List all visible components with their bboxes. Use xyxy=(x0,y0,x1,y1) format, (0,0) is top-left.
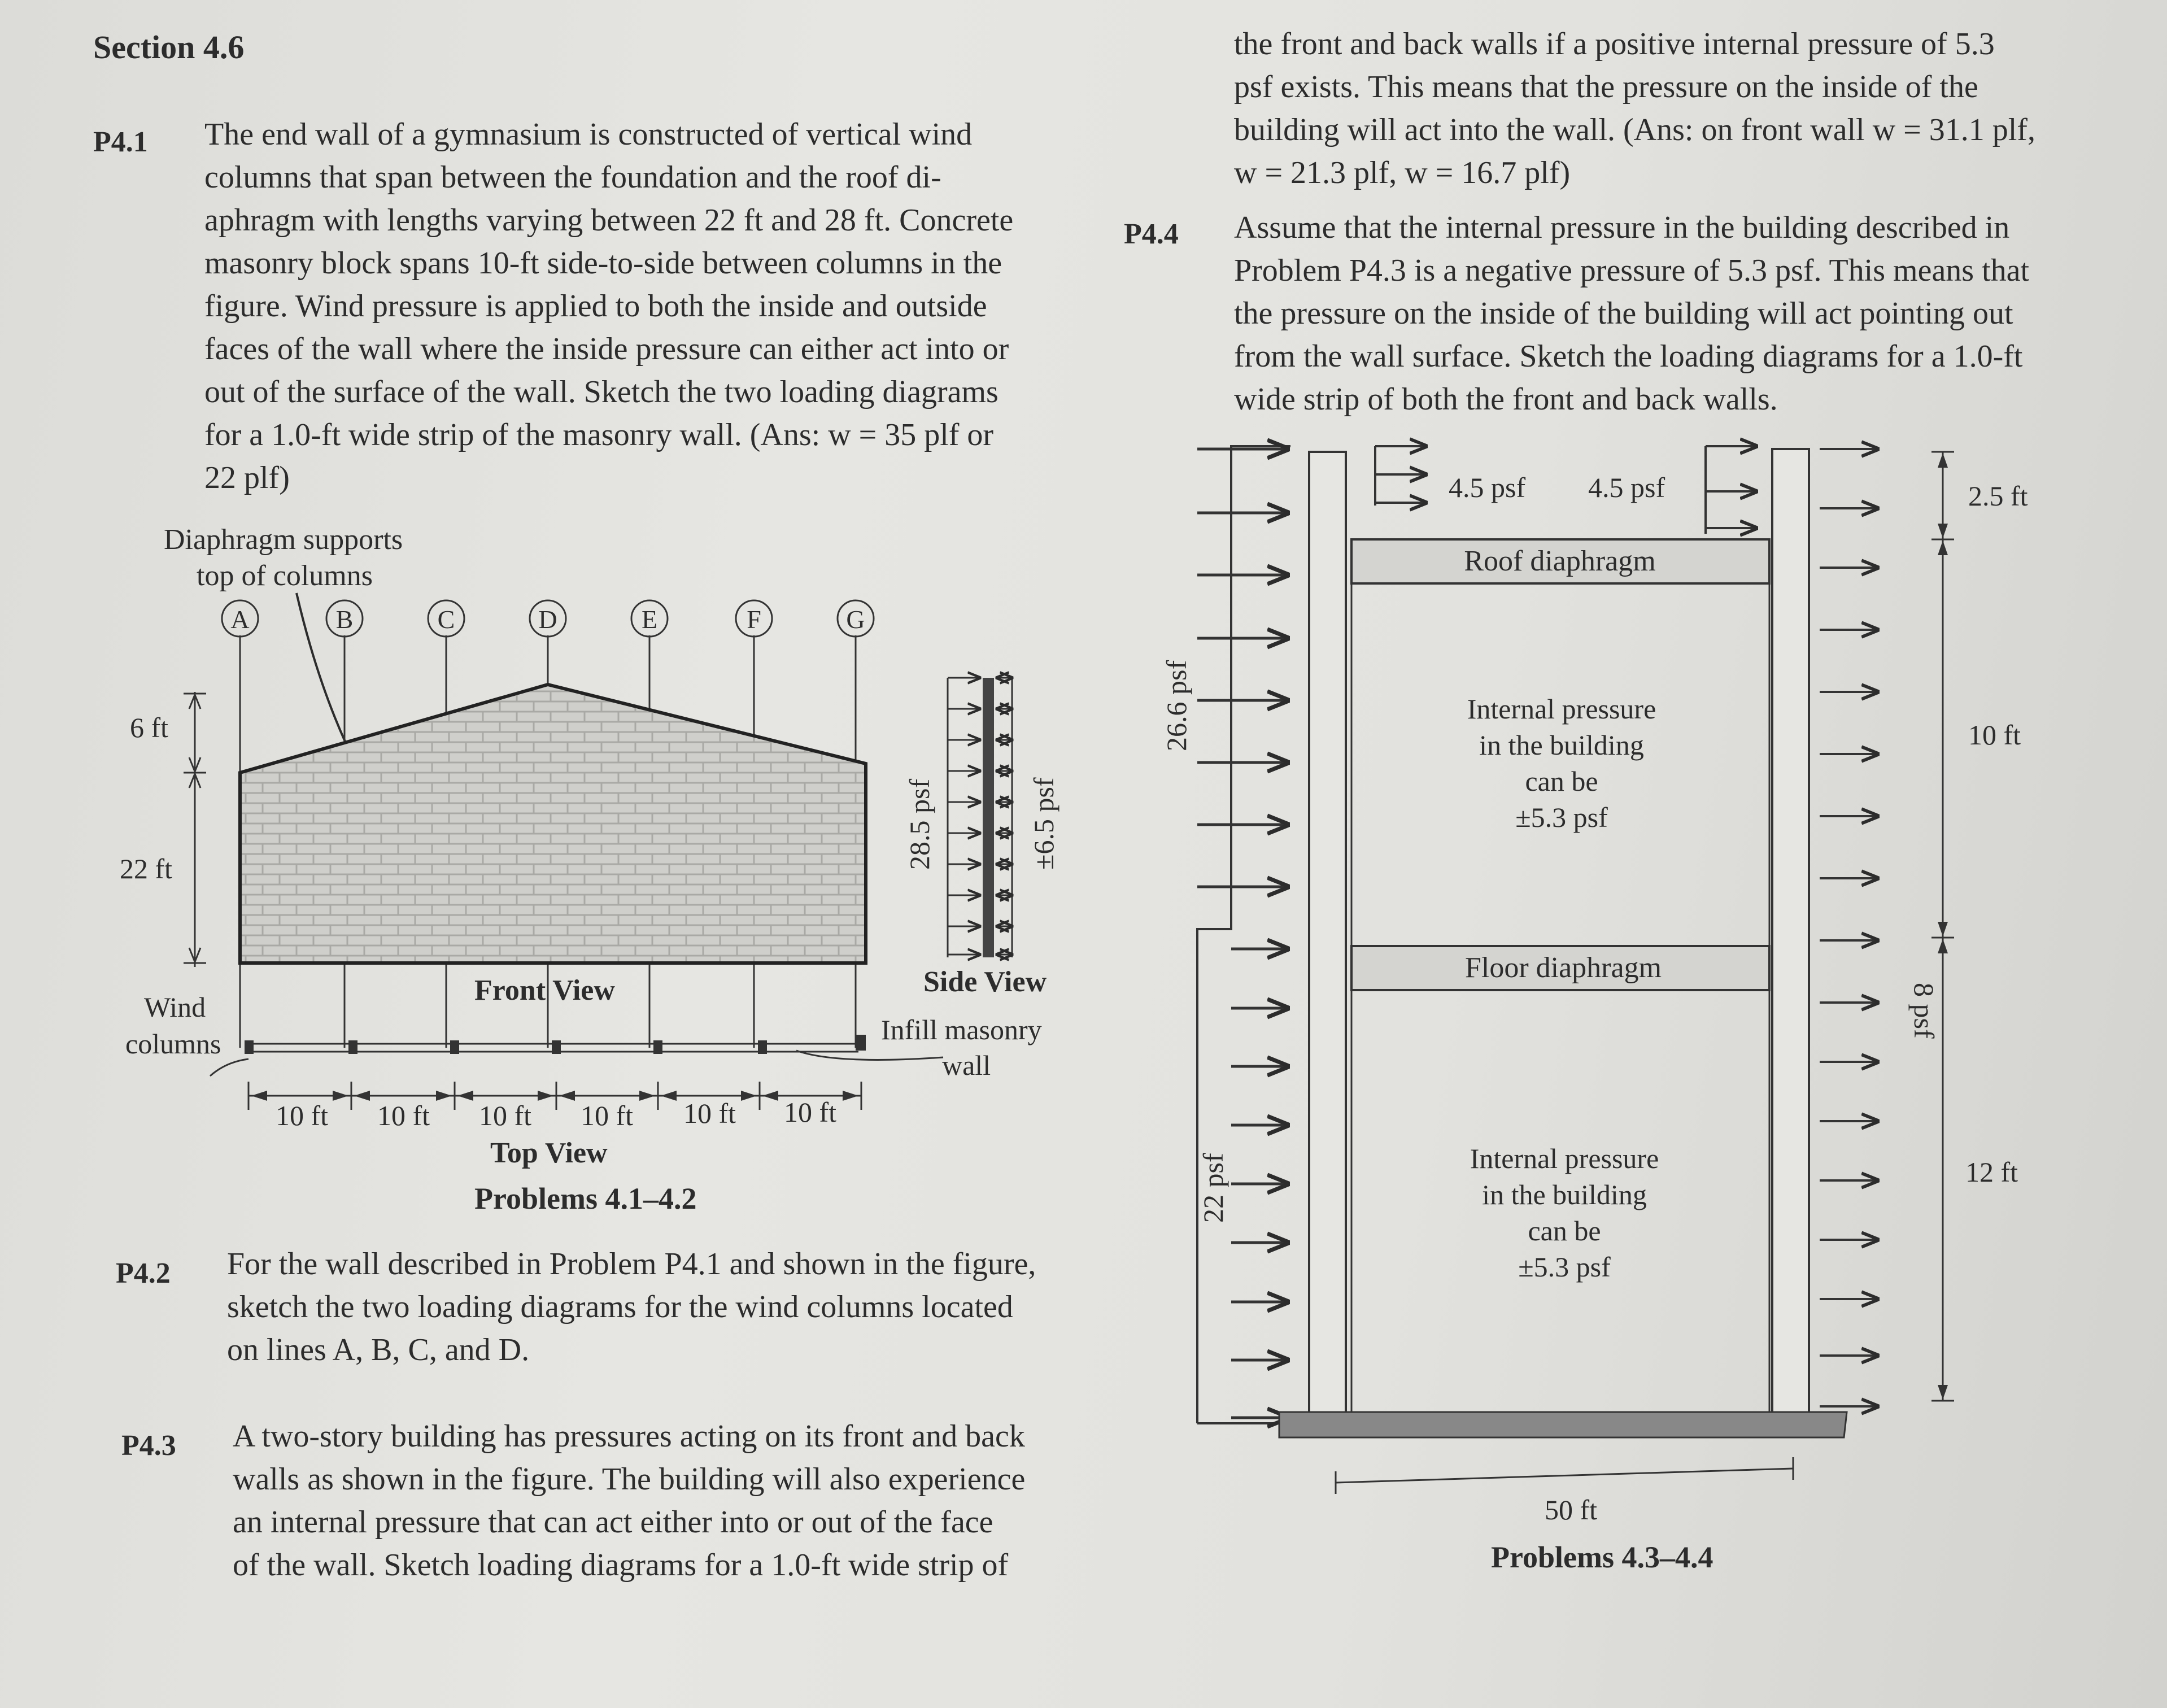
text-line: Assume that the internal pressure in the building described in xyxy=(1234,210,2010,245)
text-line: For the wall described in Problem P4.1 and shown in the figure, xyxy=(227,1247,1036,1282)
front-wall-pressure-arrows-lower xyxy=(1231,949,1288,1418)
text-line: sketch the two loading diagrams for the wind columns located xyxy=(227,1289,1013,1324)
svg-text:Internal pressure: Internal pressure xyxy=(1470,1143,1659,1174)
text-line: faces of the wall where the inside pressure can either act into or xyxy=(204,332,1009,367)
column-bubble-f xyxy=(736,600,772,637)
figure-two-story-building xyxy=(1161,446,2028,1526)
column-bubble-b xyxy=(326,600,363,637)
problem-text-p42 xyxy=(227,1243,1097,1371)
side-view-exterior-arrows xyxy=(948,678,980,957)
infill-label-line1: Infill masonry xyxy=(881,1014,1042,1045)
front-upper-pressure: 26.6 psf xyxy=(1161,660,1192,751)
top-view-spacing-dims xyxy=(248,1082,861,1131)
side-exterior-pressure: 28.5 psf xyxy=(904,778,935,870)
figure-caption-p43-p44: Problems 4.3–4.4 xyxy=(1491,1540,1713,1574)
dim-22ft: 22 ft xyxy=(120,853,173,884)
problem-number-p44: P4.4 xyxy=(1124,218,1179,250)
column-bubble-a xyxy=(222,600,258,637)
figure-caption-p41-p42: Problems 4.1–4.2 xyxy=(474,1182,697,1215)
text-line: on lines A, B, C, and D. xyxy=(227,1332,530,1367)
text-line: building will act into the wall. (Ans: on front wall w = 31.1 plf, xyxy=(1234,112,2035,147)
text-line: wide strip of both the front and back walls. xyxy=(1234,382,1778,417)
svg-text:Internal pressure: Internal pressure xyxy=(1467,693,1656,725)
section-title: Section 4.6 xyxy=(93,29,245,66)
spacing-dim: 10 ft xyxy=(276,1100,329,1131)
text-line: for a 1.0-ft wide strip of the masonry wall. (Ans: w = 35 plf or xyxy=(204,417,994,452)
text-line: figure. Wind pressure is applied to both the inside and outside xyxy=(204,289,987,324)
text-line: of the wall. Sketch loading diagrams for a 1.0-ft wide strip of xyxy=(233,1548,1009,1583)
floor-label: Floor diaphragm xyxy=(1464,952,1662,984)
column-bubble-e xyxy=(631,600,668,637)
column-bubble-c xyxy=(428,600,464,637)
svg-text:E: E xyxy=(641,605,658,634)
text-line: an internal pressure that can act either into or out of the face xyxy=(233,1505,993,1540)
svg-text:G: G xyxy=(846,605,865,634)
wind-label-line1: Wind xyxy=(144,991,206,1023)
dim-12ft: 12 ft xyxy=(1965,1156,2018,1188)
problem-number-p41: P4.1 xyxy=(93,126,148,158)
back-wall xyxy=(1772,449,1809,1423)
dim-10ft: 10 ft xyxy=(1968,719,2021,751)
dim-50ft: 50 ft xyxy=(1545,1494,1598,1526)
front-wall-pressure-profile xyxy=(1197,446,1290,1423)
spacing-dim: 10 ft xyxy=(683,1097,736,1129)
front-view-label: Front View xyxy=(474,974,615,1006)
svg-text:D: D xyxy=(538,605,557,634)
text-line: psf exists. This means that the pressure on the inside of the xyxy=(1234,69,1978,104)
spacing-dim: 10 ft xyxy=(479,1100,532,1131)
infill-label-line2: wall xyxy=(942,1049,991,1081)
front-lower-pressure: 22 psf xyxy=(1197,1153,1229,1223)
side-view-label: Side View xyxy=(923,966,1047,998)
problem-text-p43-continued xyxy=(1234,23,2087,194)
svg-text:can be: can be xyxy=(1528,1215,1601,1247)
side-interior-pressure: ±6.5 psf xyxy=(1028,777,1059,870)
roof-label: Roof diaphragm xyxy=(1464,545,1656,577)
spacing-dim: 10 ft xyxy=(377,1100,430,1131)
height-dims-right xyxy=(1931,452,1954,1401)
svg-text:in the building: in the building xyxy=(1482,1179,1647,1210)
side-view-interior-arrows xyxy=(997,678,1012,957)
foundation-slab xyxy=(1279,1412,1847,1437)
text-line: Problem P4.3 is a negative pressure of 5.3 psf. This means that xyxy=(1234,253,2030,288)
text-line: The end wall of a gymnasium is constructed of vertical wind xyxy=(204,117,973,152)
problem-number-p43: P4.3 xyxy=(121,1430,176,1462)
side-view-wall xyxy=(904,678,1059,957)
problem-text-p44 xyxy=(1234,206,2090,421)
column-bubble-d xyxy=(530,600,566,637)
column-bubbles xyxy=(222,600,874,637)
svg-text:in the building: in the building xyxy=(1479,729,1644,761)
text-line: columns that span between the foundation and the roof di- xyxy=(204,160,941,195)
top-view-label: Top View xyxy=(490,1137,608,1169)
spacing-dim: 10 ft xyxy=(581,1100,634,1131)
dim-2.5ft: 2.5 ft xyxy=(1968,480,2028,512)
text-line: masonry block spans 10-ft side-to-side between columns in the xyxy=(204,246,1002,281)
text-line: out of the surface of the wall. Sketch the two loading diagrams xyxy=(204,374,999,409)
svg-text:±5.3 psf: ±5.3 psf xyxy=(1515,801,1608,833)
diaphragm-label-line1: Diaphragm supports xyxy=(164,524,403,556)
text-line: A two-story building has pressures acting on its front and back xyxy=(233,1419,1025,1454)
problem-text-p43 xyxy=(233,1415,1097,1587)
wind-label-line2: columns xyxy=(125,1028,221,1060)
back-wall-pressure-arrows xyxy=(1820,449,1878,1406)
text-line: w = 21.3 plf, w = 16.7 plf) xyxy=(1234,155,1571,190)
roof-pressure-arrows xyxy=(1375,446,1756,534)
front-view-wall-elevation xyxy=(240,685,866,963)
column-bubble-g xyxy=(838,600,874,637)
spacing-dim: 10 ft xyxy=(784,1096,837,1128)
roof-pressure-right: 4.5 psf xyxy=(1588,472,1665,503)
dim-6ft: 6 ft xyxy=(130,712,169,743)
back-wall-pressure: 8 psf xyxy=(1908,983,1940,1039)
text-line: the front and back walls if a positive internal pressure of 5.3 xyxy=(1234,27,1995,62)
text-line: 22 plf) xyxy=(204,460,290,495)
front-wall xyxy=(1309,452,1346,1423)
svg-text:A: A xyxy=(230,605,250,634)
problem-number-p42: P4.2 xyxy=(116,1257,171,1289)
diaphragm-label-line2: top of columns xyxy=(197,560,373,592)
internal-pressure-note-upper xyxy=(1467,693,1656,833)
roof-pressure-left: 4.5 psf xyxy=(1449,472,1526,503)
svg-text:±5.3 psf: ±5.3 psf xyxy=(1518,1251,1611,1283)
front-wall-pressure-arrows-upper xyxy=(1197,449,1288,887)
text-line: aphragm with lengths varying between 22 ft and 28 ft. Concrete xyxy=(204,203,1014,238)
svg-text:B: B xyxy=(335,605,354,634)
height-dimension xyxy=(120,692,206,967)
text-line: the pressure on the inside of the building will act pointing out xyxy=(1234,296,2013,331)
text-line: from the wall surface. Sketch the loading diagrams for a 1.0-ft xyxy=(1234,339,2023,374)
width-dim xyxy=(1336,1457,1793,1494)
svg-text:can be: can be xyxy=(1525,765,1598,797)
svg-text:F: F xyxy=(747,605,761,634)
text-line: walls as shown in the figure. The building will also experience xyxy=(233,1462,1026,1497)
internal-pressure-note-lower xyxy=(1470,1143,1659,1283)
svg-text:C: C xyxy=(437,605,455,634)
